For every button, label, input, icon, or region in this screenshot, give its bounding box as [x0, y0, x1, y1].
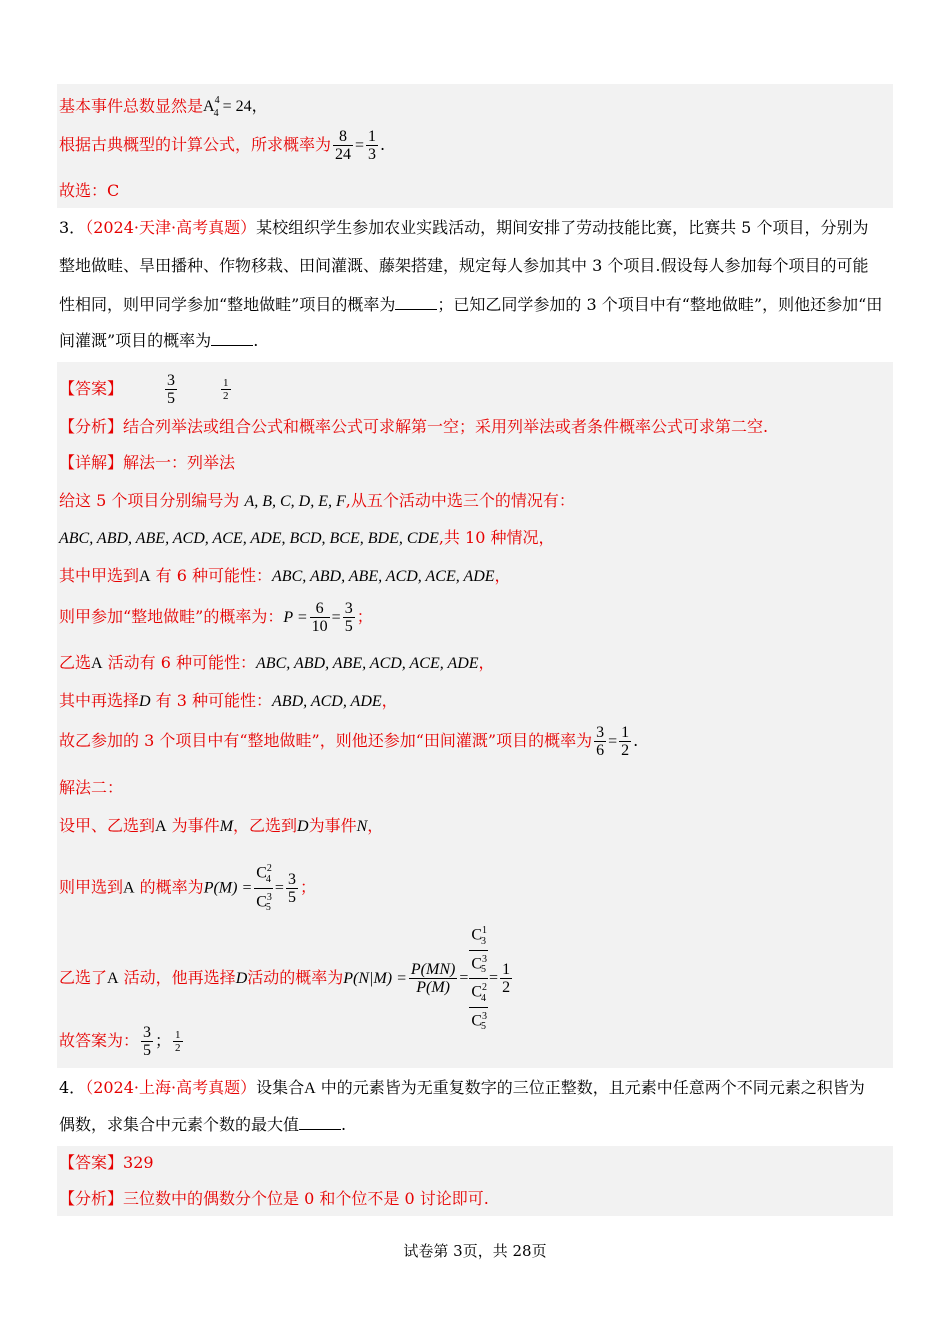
compound-fraction: $\frac{\frac{C^1_3}{C^3_5}}{\frac{C^2_4}{C^3_5}}$	[469, 922, 488, 1035]
q3-detail-l11: 故答案为： $\frac{3}{5}$ ； $\frac{1}{2}$	[59, 1024, 181, 1059]
q3-line1	[59, 217, 868, 239]
q3-detail-l4: 则甲参加“整地做畦”的概率为：P = $\frac{6}{10}$ = $\frac{3}{5}$ ；	[59, 600, 373, 635]
q3-detail-l7: 故乙参加的 3 个项目中有“整地做畦”，则他还参加“田间灌溉”项目的概率为 $\frac{3}{6}$ = $\frac{1}{2}$ .	[59, 724, 639, 759]
q3-line3: 性相同，则甲同学参加“整地做畦”项目的概率为 ；已知乙同学参加的 3 个项目中有“整地做畦”，则他还参加“田	[59, 295, 883, 314]
text: 基本事件总数显然是	[59, 96, 204, 116]
question-number: 3．	[59, 218, 86, 237]
fraction: $\frac{3}{5}$	[287, 870, 296, 906]
text: 根据古典概型的计算公式，所求概率为	[59, 135, 332, 154]
q3-detail-l3: 其中甲选到A 有 6 种可能性：ABC, ABD, ABE, ACD, ACE, ADE，	[59, 566, 511, 585]
page-footer: 试卷第 3页，共 28页	[403, 1242, 547, 1260]
q3-detail-heading: 【详解】解法一：列举法	[59, 453, 236, 472]
fraction: $\frac{1}{2}$	[502, 961, 511, 997]
answer-blank	[211, 331, 253, 346]
q3-line4: 间灌溉”项目的概率为 .	[59, 331, 259, 350]
q3-detail-method2: 解法二：	[59, 778, 124, 797]
q3-detail-l10: 乙选了A 活动，他再选择D活动的概率为P(N|M) = $\frac{P(MN)}{P(M)}$ = $\frac{\frac{C^1_3}{C^3_5}}{\frac{C^2_4}{C^3_5}}$ = $\frac{1}{2}$	[59, 922, 514, 1035]
fraction: $\frac{P(MN)}{P(M)}$	[410, 961, 456, 997]
answer-label: 【答案】	[59, 379, 124, 398]
fraction: $\frac{3}{5}$	[344, 600, 353, 635]
q4-analysis: 【分析】三位数中的偶数分个位是 0 和个位不是 0 讨论即可.	[59, 1189, 489, 1208]
block1-line2: 根据古典概型的计算公式，所求概率为 $\frac{8}{24}$ = $\frac{1}{3}$ .	[59, 128, 386, 163]
q4-line1: 4．（2024·上海·高考真题）设集合A 中的元素皆为无重复数字的三位正整数，且元素中任意两个不同元素之积皆为	[59, 1078, 865, 1097]
perm-formula: $A^4_4 = 24$，	[203, 95, 268, 119]
q3-answer	[59, 372, 233, 407]
q4-line2: 偶数，求集合中元素个数的最大值 .	[59, 1115, 347, 1134]
q3-analysis: 【分析】结合列举法或组合公式和概率公式可求解第一空；采用列举法或者条件概率公式可求第二空.	[59, 417, 769, 436]
fraction: $\frac{6}{10}$	[311, 600, 328, 635]
answer-blank	[299, 1115, 341, 1130]
fraction: $\frac{3}{5}$	[167, 372, 176, 407]
text: 某校组织学生参加农业实践活动，期间安排了劳动技能比赛，比赛共 5 个项目，分别为	[256, 218, 869, 237]
fraction: $\frac{8}{24}$	[335, 128, 352, 163]
fraction: $\frac{3}{5}$	[143, 1024, 152, 1059]
question-source: （2024·天津·高考真题）	[85, 218, 257, 237]
question-source: （2024·上海·高考真题）	[85, 1078, 257, 1097]
answer-blank	[395, 295, 437, 310]
fraction: $\frac{C^2_4}{C^3_5}$	[254, 860, 273, 916]
fraction: $\frac{1}{2}$	[175, 1029, 181, 1054]
q3-detail-l2: ABC, ABD, ABE, ACD, ACE, ADE, BCD, BCE, BDE, CDE,共 10 种情况，	[59, 528, 555, 547]
block1-line3: 故选：C	[59, 181, 120, 200]
question-number: 4．	[59, 1078, 86, 1097]
q3-detail-l1: 给这 5 个项目分别编号为 A, B, C, D, E, F,从五个活动中选三个的情况有：	[59, 491, 575, 510]
fraction: $\frac{3}{6}$	[596, 724, 605, 759]
fraction: $\frac{1}{2}$	[223, 377, 229, 402]
fraction: $\frac{1}{3}$	[368, 128, 377, 163]
q3-line2: 整地做畦、旱田播种、作物移栽、田间灌溉、藤架搭建，规定每人参加其中 3 个项目.假设每人参加每个项目的可能	[59, 256, 869, 275]
q3-detail-l9: 则甲选到A 的概率为P(M) = $\frac{C^2_4}{C^3_5}$ = $\frac{3}{5}$ ；	[59, 860, 316, 916]
q3-detail-l6: 其中再选择D 有 3 种可能性：ABD, ACD, ADE，	[59, 691, 398, 710]
block1-line1	[59, 92, 268, 125]
fraction: $\frac{1}{2}$	[621, 724, 630, 759]
q4-answer: 【答案】329	[59, 1153, 154, 1172]
q3-detail-l5: 乙选A 活动有 6 种可能性：ABC, ABD, ABE, ACD, ACE, ADE，	[59, 653, 495, 672]
q3-detail-l8: 设甲、乙选到A 为事件M，乙选到D为事件N，	[59, 816, 384, 835]
